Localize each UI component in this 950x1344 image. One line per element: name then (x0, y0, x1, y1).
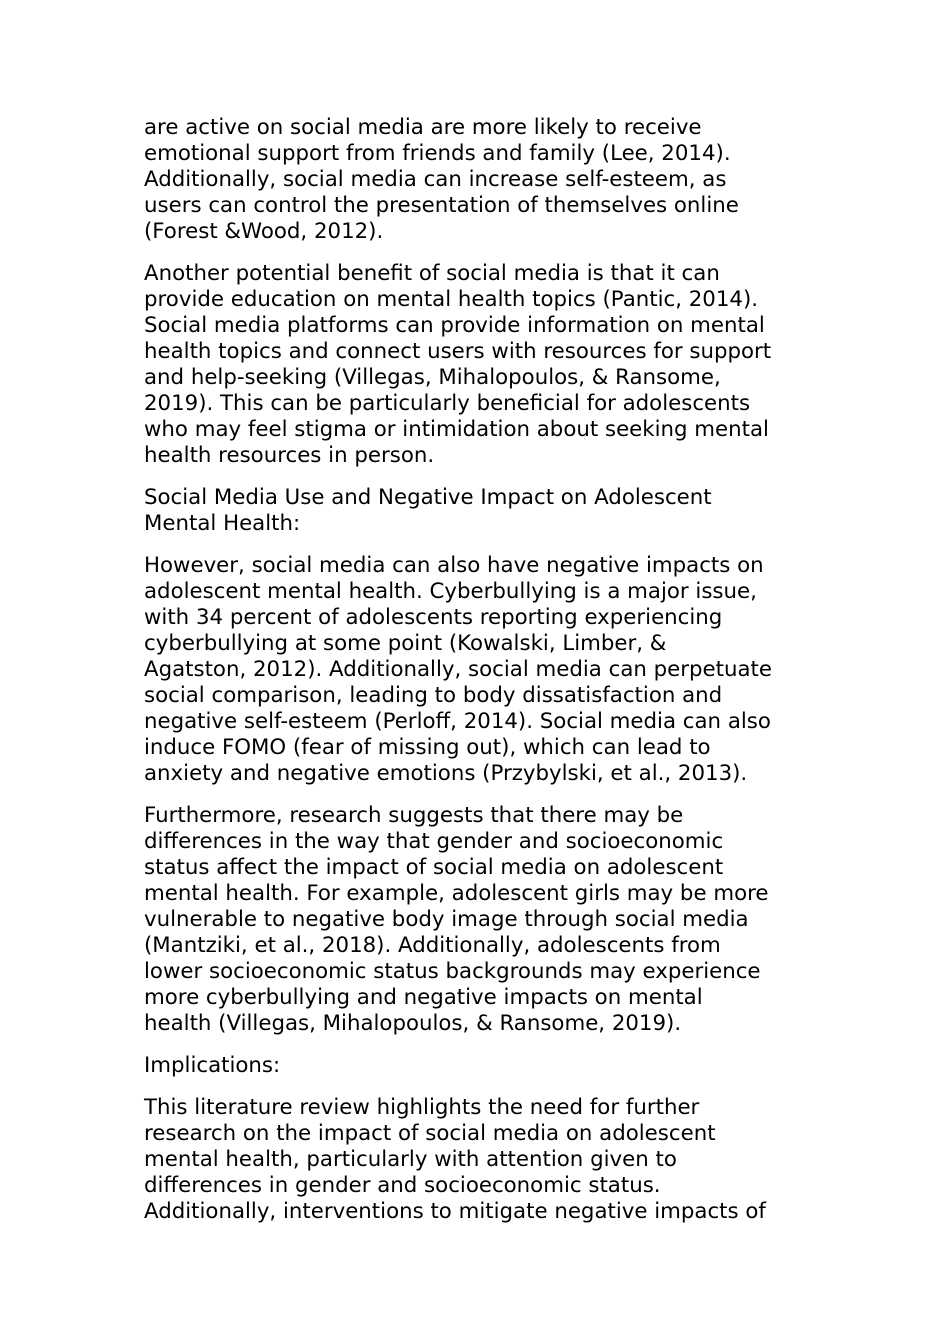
section-heading-implications (144, 1053, 814, 1079)
text-line: Social media platforms can provide information on mental (144, 313, 765, 338)
paragraph-emotional-support (144, 115, 814, 245)
text-line: 2019). This can be particularly beneficial for adolescents (144, 391, 751, 416)
text-line: with 34 percent of adolescents reporting experiencing (144, 605, 723, 630)
text-line: vulnerable to negative body image through social media (144, 907, 749, 932)
text-line: induce FOMO (fear of missing out), which can lead to (144, 735, 711, 760)
text-line: Furthermore, research suggests that there may be (144, 803, 684, 828)
document-page (144, 115, 814, 1241)
text-line: differences in the way that gender and socioeconomic (144, 829, 724, 854)
text-line: Mental Health: (144, 511, 301, 536)
text-line: (Mantziki, et al., 2018). Additionally, adolescents from (144, 933, 721, 958)
paragraph-education-benefit (144, 261, 814, 469)
text-line: anxiety and negative emotions (Przybylski, et al., 2013). (144, 761, 748, 786)
text-line: lower socioeconomic status backgrounds may experience (144, 959, 761, 984)
text-line: users can control the presentation of themselves online (144, 193, 739, 218)
text-line: Another potential benefit of social media is that it can (144, 261, 720, 286)
text-line: Agatston, 2012). Additionally, social media can perpetuate (144, 657, 772, 682)
text-line: Social Media Use and Negative Impact on Adolescent (144, 485, 712, 510)
text-line: However, social media can also have negative impacts on (144, 553, 764, 578)
text-line: emotional support from friends and family (Lee, 2014). (144, 141, 731, 166)
text-line: negative self-esteem (Perloff, 2014). Social media can also (144, 709, 771, 734)
text-line: (Forest &Wood, 2012). (144, 219, 384, 244)
text-line: who may feel stigma or intimidation about seeking mental (144, 417, 769, 442)
text-line: provide education on mental health topics (Pantic, 2014). (144, 287, 759, 312)
paragraph-implications (144, 1095, 814, 1225)
text-line: are active on social media are more likely to receive (144, 115, 702, 140)
text-line: and help-seeking (Villegas, Mihalopoulos, & Ransome, (144, 365, 721, 390)
text-line: health (Villegas, Mihalopoulos, & Ransome, 2019). (144, 1011, 682, 1036)
paragraph-negative-impacts (144, 553, 814, 787)
text-line: mental health. For example, adolescent girls may be more (144, 881, 769, 906)
text-line: social comparison, leading to body dissatisfaction and (144, 683, 723, 708)
text-line: adolescent mental health. Cyberbullying is a major issue, (144, 579, 757, 604)
text-line: health resources in person. (144, 443, 435, 468)
text-line: cyberbullying at some point (Kowalski, Limber, & (144, 631, 667, 656)
text-line: Additionally, interventions to mitigate negative impacts of (144, 1199, 766, 1224)
text-line: more cyberbullying and negative impacts on mental (144, 985, 703, 1010)
text-line: mental health, particularly with attention given to (144, 1147, 677, 1172)
text-line: research on the impact of social media on adolescent (144, 1121, 716, 1146)
section-heading-negative-impact (144, 485, 814, 537)
paragraph-gender-socioeconomic (144, 803, 814, 1037)
text-line: health topics and connect users with resources for support (144, 339, 772, 364)
text-line: differences in gender and socioeconomic status. (144, 1173, 661, 1198)
text-line: This literature review highlights the need for further (144, 1095, 700, 1120)
text-line: status affect the impact of social media on adolescent (144, 855, 724, 880)
text-line: Additionally, social media can increase self-esteem, as (144, 167, 727, 192)
text-line: Implications: (144, 1053, 281, 1078)
